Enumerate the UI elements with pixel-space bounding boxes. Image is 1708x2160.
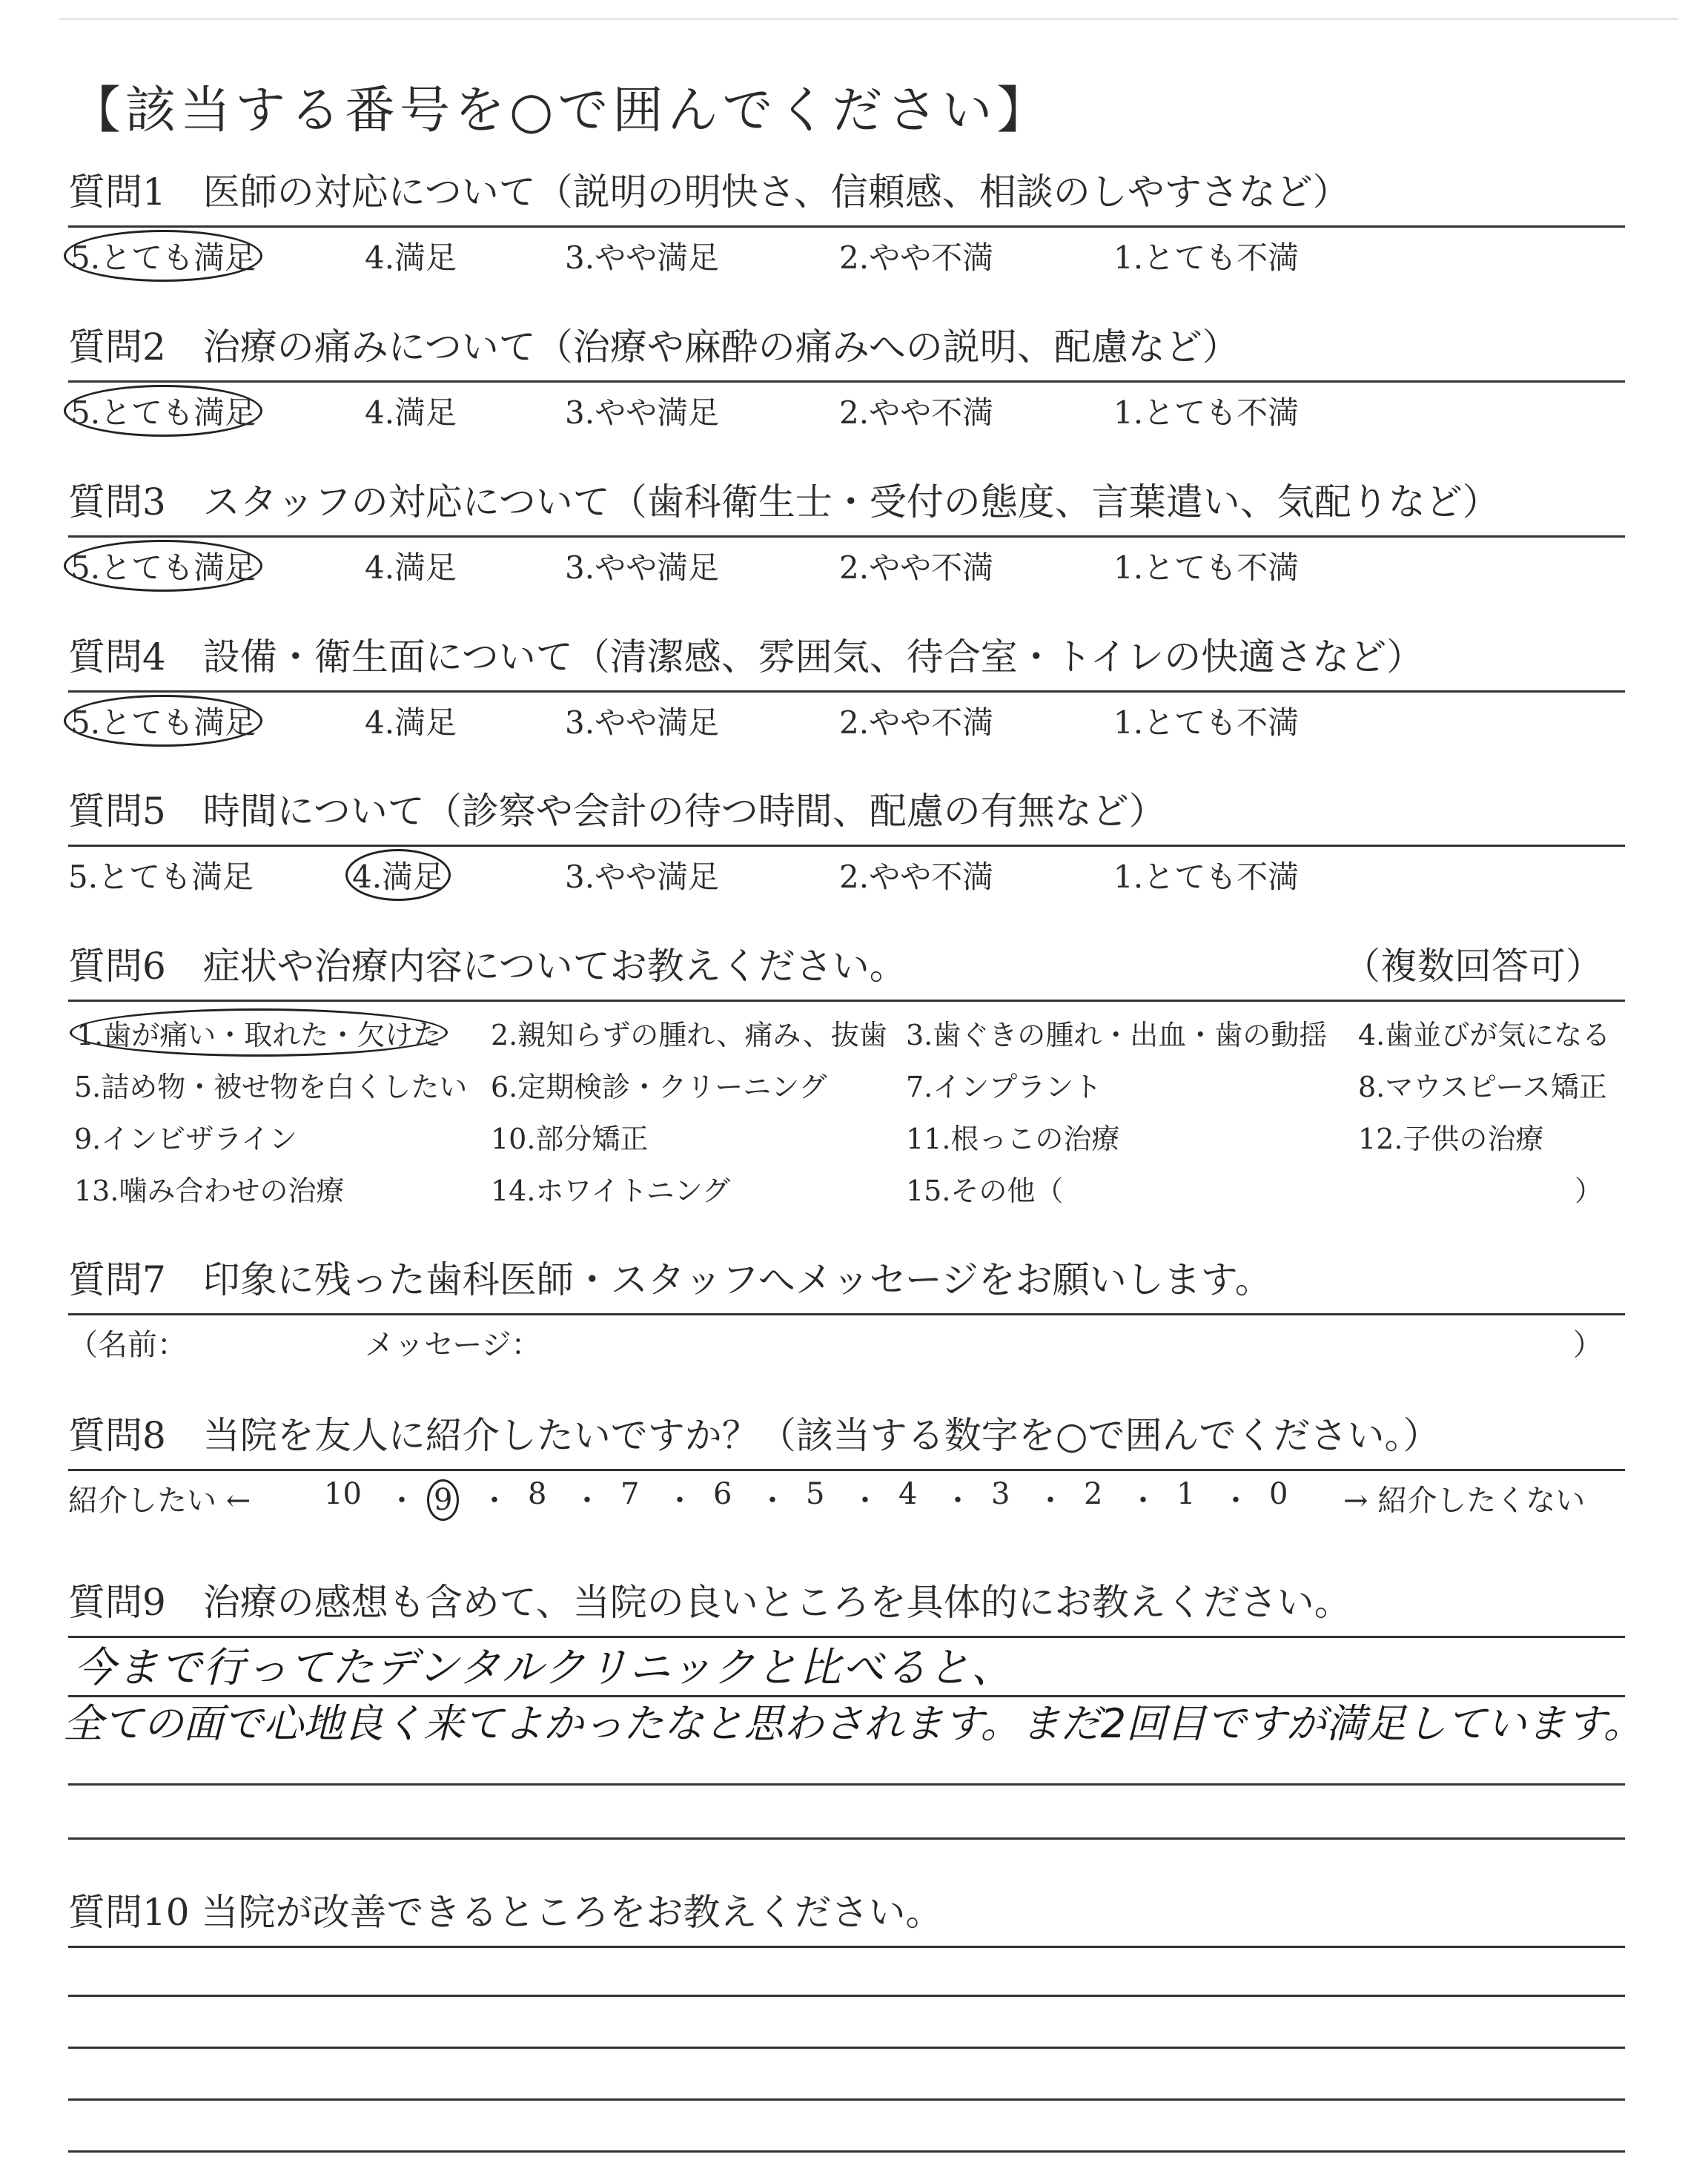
symptom-options bbox=[68, 1002, 1625, 1217]
symptom-option-4[interactable]: 4.歯並びが気になる bbox=[1358, 1019, 1611, 1051]
rating-option-4[interactable] bbox=[350, 853, 446, 897]
question-3-title: 質問3 スタッフの対応について（歯科衛生士・受付の態度、言葉遣い、気配りなど） bbox=[68, 480, 1500, 524]
rating-option-5[interactable] bbox=[68, 544, 258, 588]
question-2 bbox=[68, 324, 1625, 431]
rating-options bbox=[68, 538, 1625, 586]
rating-option-1[interactable]: 1.とても不満 bbox=[1113, 859, 1300, 895]
scale-dot: ・ bbox=[1128, 1484, 1158, 1518]
symptom-option-15[interactable]: 15.その他（ bbox=[906, 1175, 1064, 1207]
scale-5[interactable]: 5 bbox=[806, 1477, 825, 1511]
scale-dot: ・ bbox=[572, 1484, 602, 1518]
scale-10[interactable]: 10 bbox=[324, 1477, 362, 1511]
rating-option-3[interactable]: 3.やや満足 bbox=[565, 704, 720, 741]
scale-left-label: 紹介したい ← bbox=[68, 1484, 251, 1518]
top-rule bbox=[59, 18, 1678, 20]
answer-circle: 5.とても満足 bbox=[64, 695, 262, 747]
question-10-title: 質問10 当院が改善できるところをお教えください。 bbox=[68, 1891, 943, 1934]
rating-option-3[interactable]: 3.やや満足 bbox=[565, 240, 720, 276]
symptom-option-12[interactable]: 12.子供の治療 bbox=[1358, 1123, 1544, 1155]
rating-option-1[interactable]: 1.とても不満 bbox=[1113, 240, 1300, 276]
symptom-option-9[interactable]: 9.インビザライン bbox=[74, 1123, 298, 1155]
rating-option-4[interactable]: 4.満足 bbox=[365, 549, 457, 586]
scale-6[interactable]: 6 bbox=[713, 1477, 732, 1511]
question-8-title: 質問8 当院を友人に紹介したいですか？（該当する数字を○で囲んでください。） bbox=[68, 1414, 1440, 1457]
scale-dot: ・ bbox=[665, 1484, 695, 1518]
scale-dot: ・ bbox=[943, 1484, 973, 1518]
question-6-title bbox=[68, 943, 1625, 989]
answer-line bbox=[68, 1783, 1625, 1786]
question-7 bbox=[68, 1257, 1625, 1360]
question-5 bbox=[68, 788, 1625, 895]
rating-option-4[interactable]: 4.満足 bbox=[365, 240, 457, 276]
other-close-paren: ） bbox=[1574, 1175, 1603, 1207]
symptom-option-14[interactable]: 14.ホワイトニング bbox=[491, 1175, 731, 1207]
question-10 bbox=[68, 1889, 1625, 1948]
scale-dot: ・ bbox=[758, 1484, 787, 1518]
rating-option-2[interactable]: 2.やや不満 bbox=[839, 704, 994, 741]
symptom-option-13[interactable]: 13.噛み合わせの治療 bbox=[74, 1175, 345, 1207]
message-label: メッセージ： bbox=[365, 1328, 541, 1362]
scale-8[interactable]: 8 bbox=[528, 1477, 547, 1511]
question-8 bbox=[68, 1413, 1625, 1523]
multiple-answer-note: （複数回答可） bbox=[1343, 945, 1603, 988]
name-label: （名前： bbox=[68, 1328, 187, 1362]
scale-7[interactable]: 7 bbox=[620, 1477, 640, 1511]
rating-option-3[interactable]: 3.やや満足 bbox=[565, 859, 720, 895]
name-message-row bbox=[68, 1315, 1625, 1360]
question-2-title: 質問2 治療の痛みについて（治療や麻酔の痛みへの説明、配慮など） bbox=[68, 326, 1239, 369]
answer-line bbox=[68, 2150, 1625, 2153]
rating-option-2[interactable]: 2.やや不満 bbox=[839, 394, 994, 431]
message-close-paren: ） bbox=[1573, 1328, 1603, 1362]
rating-option-2[interactable]: 2.やや不満 bbox=[839, 859, 994, 895]
scale-1[interactable]: 1 bbox=[1176, 1477, 1196, 1511]
symptom-option-3[interactable]: 3.歯ぐきの腫れ・出血・歯の動揺 bbox=[906, 1019, 1328, 1051]
scale-2[interactable]: 2 bbox=[1084, 1477, 1103, 1511]
question-9-title: 質問9 治療の感想も含めて、当院の良いところを具体的にお教えください。 bbox=[68, 1581, 1351, 1624]
handwritten-answer-line-2: 全ての面で心地良く来てよかったなと思わされます。まだ2回目ですが満足しています。 bbox=[63, 1700, 1644, 1747]
answer-circle: 5.とても満足 bbox=[64, 540, 262, 592]
rating-option-5[interactable] bbox=[68, 389, 258, 433]
scale-dot: ・ bbox=[1036, 1484, 1065, 1518]
rating-options bbox=[68, 383, 1625, 431]
referral-scale bbox=[68, 1471, 1625, 1523]
rating-options bbox=[68, 847, 1625, 895]
answer-line bbox=[68, 1995, 1625, 1997]
rating-option-4[interactable]: 4.満足 bbox=[365, 704, 457, 741]
question-4-title: 質問4 設備・衛生面について（清潔感、雰囲気、待合室・トイレの快適さなど） bbox=[68, 635, 1424, 678]
symptom-option-7[interactable]: 7.インプラント bbox=[906, 1071, 1102, 1103]
scale-dot: ・ bbox=[480, 1484, 509, 1518]
handwritten-answer-line-1: 今まで行ってたデンタルクリニックと比べると、 bbox=[74, 1644, 1015, 1692]
symptom-option-8[interactable]: 8.マウスピース矯正 bbox=[1358, 1071, 1607, 1103]
question-4 bbox=[68, 634, 1625, 741]
symptom-option-1[interactable] bbox=[74, 1012, 443, 1053]
answer-circle: 4.満足 bbox=[345, 849, 451, 901]
question-3 bbox=[68, 479, 1625, 586]
symptom-option-6[interactable]: 6.定期検診・クリーニング bbox=[491, 1071, 827, 1103]
symptom-option-11[interactable]: 11.根っこの治療 bbox=[906, 1123, 1120, 1155]
rating-option-2[interactable]: 2.やや不満 bbox=[839, 240, 994, 276]
question-6-text: 質問6 症状や治療内容についてお教えください。 bbox=[68, 945, 907, 988]
answer-circle: 5.とても満足 bbox=[64, 230, 262, 282]
rating-options bbox=[68, 693, 1625, 741]
divider bbox=[68, 1946, 1625, 1948]
answer-circle: 9 bbox=[427, 1479, 459, 1521]
question-1-title: 質問1 医師の対応について（説明の明快さ、信頼感、相談のしやすさなど） bbox=[68, 171, 1350, 214]
rating-option-4[interactable]: 4.満足 bbox=[365, 394, 457, 431]
scale-dot: ・ bbox=[387, 1484, 417, 1518]
question-7-title: 質問7 印象に残った歯科医師・スタッフへメッセージをお願いします。 bbox=[68, 1258, 1272, 1301]
answer-line bbox=[68, 2047, 1625, 2049]
page-title: 【該当する番号を○で囲んでください】 bbox=[70, 82, 1052, 140]
rating-option-5[interactable] bbox=[68, 234, 258, 278]
answer-line bbox=[68, 1837, 1625, 1840]
rating-option-1[interactable]: 1.とても不満 bbox=[1113, 704, 1300, 741]
rating-option-3[interactable]: 3.やや満足 bbox=[565, 549, 720, 586]
scale-dot: ・ bbox=[1221, 1484, 1251, 1518]
scale-0[interactable]: 0 bbox=[1269, 1477, 1288, 1511]
scale-dot: ・ bbox=[850, 1484, 880, 1518]
scale-4[interactable]: 4 bbox=[898, 1477, 918, 1511]
rating-options bbox=[68, 228, 1625, 276]
symptom-option-5[interactable]: 5.詰め物・被せ物を白くしたい bbox=[74, 1071, 468, 1103]
rating-option-2[interactable]: 2.やや不満 bbox=[839, 549, 994, 586]
scale-3[interactable]: 3 bbox=[991, 1477, 1010, 1511]
symptom-option-10[interactable]: 10.部分矯正 bbox=[491, 1123, 649, 1155]
rating-option-3[interactable]: 3.やや満足 bbox=[565, 394, 720, 431]
symptom-option-2[interactable]: 2.親知らずの腫れ、痛み、抜歯 bbox=[491, 1019, 887, 1051]
question-6 bbox=[68, 943, 1625, 1217]
rating-option-1[interactable]: 1.とても不満 bbox=[1113, 549, 1300, 586]
question-5-title: 質問5 時間について（診察や会計の待つ時間、配慮の有無など） bbox=[68, 790, 1166, 833]
rating-option-1[interactable]: 1.とても不満 bbox=[1113, 394, 1300, 431]
answer-circle: 1.歯が痛い・取れた・欠けた bbox=[70, 1008, 448, 1057]
rating-option-5[interactable] bbox=[68, 698, 258, 743]
question-9 bbox=[68, 1579, 1625, 1638]
rating-option-5[interactable]: 5.とても満足 bbox=[68, 859, 254, 895]
answer-line bbox=[68, 2098, 1625, 2101]
question-1 bbox=[68, 169, 1625, 276]
answer-circle: 5.とても満足 bbox=[64, 385, 262, 437]
scale-right-label: → 紹介したくない bbox=[1343, 1484, 1586, 1518]
